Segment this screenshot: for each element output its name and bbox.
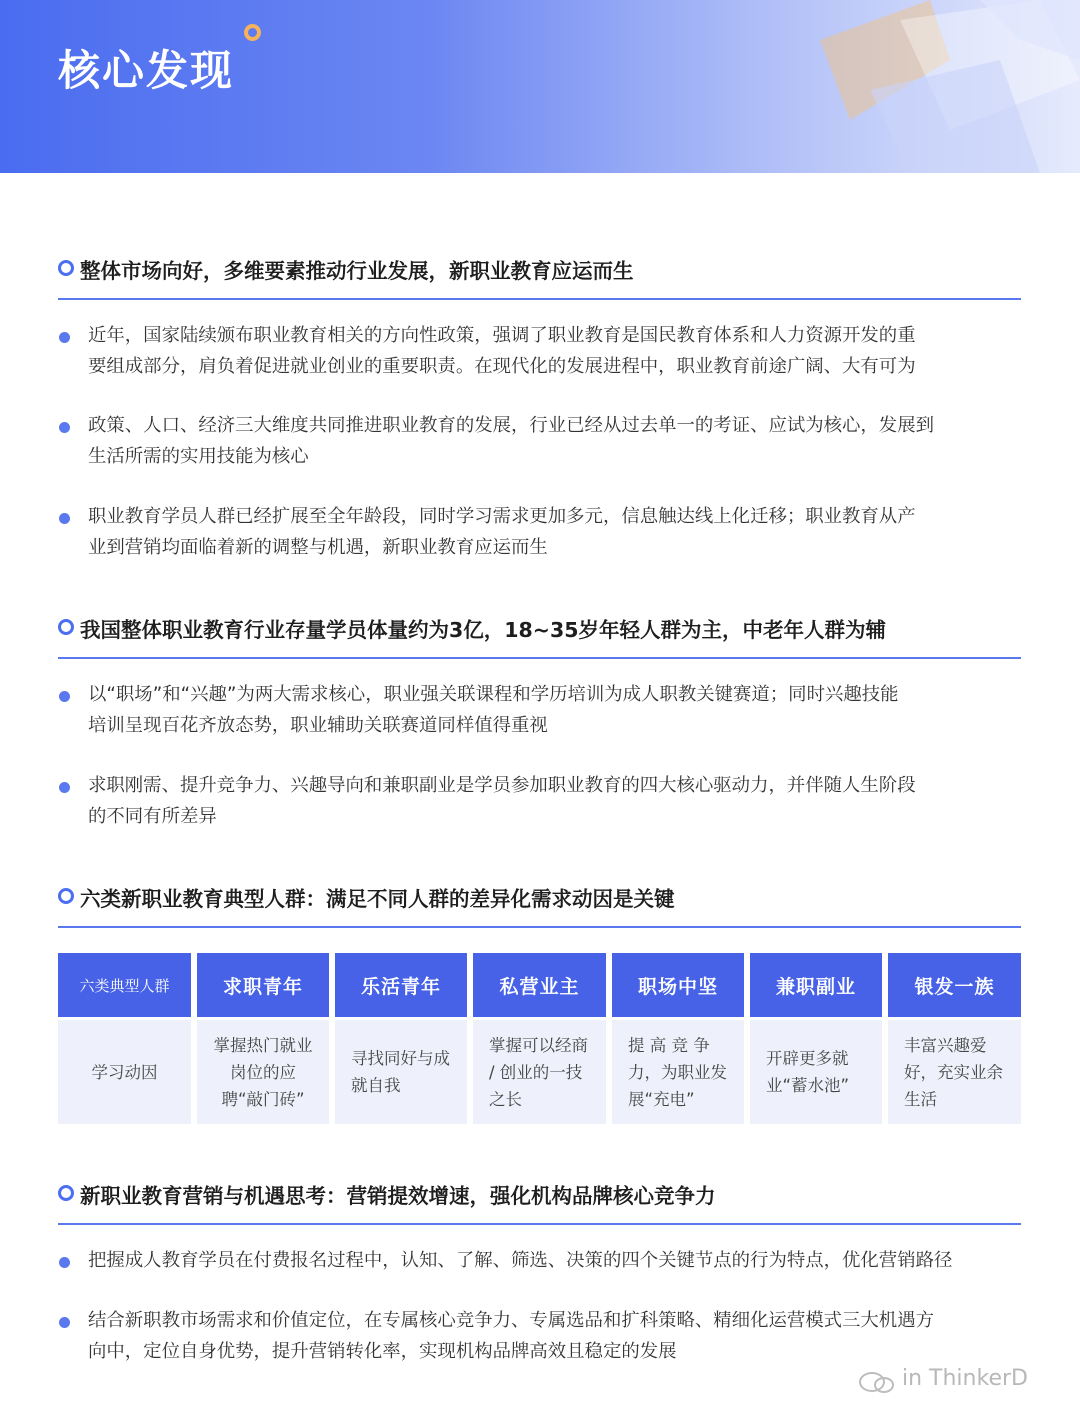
- bullet-text-line: 培训呈现百花齐放态势，职业辅助关联赛道同样值得重视: [88, 715, 548, 736]
- bullet-text-line: 以“职场”和“兴趣”为两大需求核心，职业强关联课程和学历培训为成人职教关键赛道；同时兴趣技能: [88, 684, 899, 705]
- bullet-text-line: 向中，定位自身优势，提升营销转化率，实现机构品牌高效且稳定的发展: [88, 1341, 677, 1362]
- section-heading-text: 新职业教育营销与机遇思考：营销提效增速，强化机构品牌核心竞争力: [80, 1184, 716, 1208]
- bullet-dot-icon: [59, 422, 70, 433]
- table-header-cell: 兼职副业: [750, 953, 882, 1017]
- table-cell: [888, 1020, 1021, 1124]
- table-header-cell: 求职青年: [197, 953, 329, 1017]
- watermark-text: in ThinkerD: [902, 1366, 1028, 1391]
- table-header-cell: 银发一族: [888, 953, 1021, 1017]
- table-cell-text: 提 高 竞 争力，为职业发展“充电”: [628, 1035, 727, 1109]
- table-cell-text: 寻找同好与成就自我: [351, 1049, 450, 1095]
- bullet-text-line: 业到营销均面临着新的调整与机遇，新职业教育应运而生: [88, 537, 548, 558]
- bullet-text-line: 的不同有所差异: [88, 806, 217, 827]
- table-header-cell: 乐活青年: [335, 953, 467, 1017]
- bullet-text-line: 结合新职教市场需求和价值定位，在专属核心竞争力、专属选品和扩科策略、精细化运营模式三大机遇方: [88, 1310, 934, 1331]
- section-heading-text: 我国整体职业教育行业存量学员体量约为3亿，18~35岁年轻人群为主，中老年人群为辅: [80, 618, 886, 642]
- table-cell: [612, 1020, 744, 1124]
- section-heading-text: 六类新职业教育典型人群：满足不同人群的差异化需求动因是关键: [80, 887, 675, 911]
- page-title: 核心发现: [58, 46, 235, 95]
- section-heading-groups: [58, 882, 1021, 928]
- bullet-text-line: 职业教育学员人群已经扩展至全年龄段，同时学习需求更加多元，信息触达线上化迁移；职业教育从产: [88, 506, 916, 527]
- bullet-text-line: 近年，国家陆续颁布职业教育相关的方向性政策，强调了职业教育是国民教育体系和人力资源开发的重: [88, 325, 916, 346]
- table-cell-text: 学习动因: [91, 1062, 158, 1082]
- table-cell: [750, 1020, 882, 1124]
- bullet-text-line: 生活所需的实用技能为核心: [88, 446, 309, 467]
- bullet-dot-icon: [59, 1257, 70, 1268]
- banner-decoration: [780, 0, 1080, 173]
- ring-bullet-icon: [58, 260, 74, 276]
- ring-bullet-icon: [58, 619, 74, 635]
- bullet-text-line: 把握成人教育学员在付费报名过程中，认知、了解、筛选、决策的四个关键节点的行为特点，优化营销路径: [88, 1250, 953, 1271]
- table-cell-text: 掌握可以经商 / 创业的一技之长: [489, 1035, 588, 1109]
- section-heading-marketing: [58, 1179, 1021, 1225]
- table-cell: [335, 1020, 467, 1124]
- table-cell-text: 掌握热门就业岗位的应聘“敲门砖”: [213, 1035, 313, 1109]
- table-cell-text: 丰富兴趣爱好，充实业余生活: [904, 1035, 1003, 1109]
- table-header-cell: 职场中坚: [612, 953, 744, 1017]
- ring-bullet-icon: [58, 1185, 74, 1201]
- bullet-dot-icon: [59, 513, 70, 524]
- table-cell: [197, 1020, 329, 1124]
- bullet-text-line: 求职刚需、提升竞争力、兴趣导向和兼职副业是学员参加职业教育的四大核心驱动力，并伴随人生阶段: [88, 775, 916, 796]
- section-heading-scale: [58, 613, 1021, 659]
- audience-table: [58, 953, 1021, 1124]
- header-banner: [0, 0, 1080, 173]
- bullet-dot-icon: [59, 782, 70, 793]
- table-cell-text: 开辟更多就业“蓄水池”: [766, 1049, 850, 1095]
- table-header-cell: 六类典型人群: [58, 953, 191, 1017]
- bullet-dot-icon: [59, 1317, 70, 1328]
- bullet-text-line: 政策、人口、经济三大维度共同推进职业教育的发展，行业已经从过去单一的考证、应试为核心，发展到: [88, 415, 934, 436]
- ring-bullet-icon: [58, 888, 74, 904]
- wechat-icon: [858, 1370, 898, 1396]
- table-cell: [473, 1020, 606, 1124]
- bullet-text-line: 要组成部分，肩负着促进就业创业的重要职责。在现代化的发展进程中，职业教育前途广阔、大有可为: [88, 356, 916, 377]
- section-heading-text: 整体市场向好，多维要素推动行业发展，新职业教育应运而生: [80, 259, 634, 283]
- table-header-cell: 私营业主: [473, 953, 606, 1017]
- banner-ring-icon: [244, 24, 261, 41]
- bullet-dot-icon: [59, 691, 70, 702]
- section-heading-market: [58, 254, 1021, 300]
- bullet-dot-icon: [59, 332, 70, 343]
- table-cell: [58, 1020, 191, 1124]
